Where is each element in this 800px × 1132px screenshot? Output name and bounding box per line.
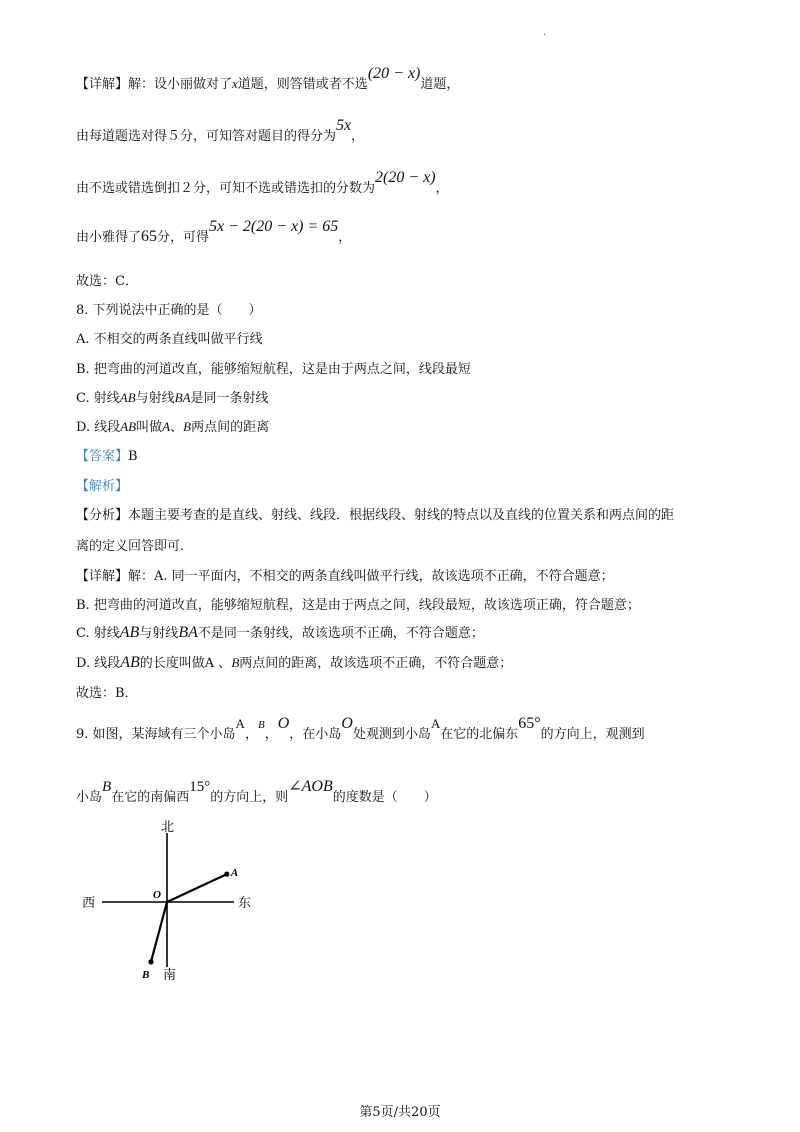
fenxi-tag: 【分析】 (76, 508, 129, 523)
header-mark: · (543, 30, 547, 41)
analysis-tag: 【解析】 (76, 479, 129, 494)
text: ， (351, 129, 365, 144)
south-label: 南 (163, 968, 177, 983)
math-var: BA (174, 390, 191, 405)
north-label: 北 (161, 820, 175, 835)
text: ， (435, 181, 449, 196)
text: 分，可得 (157, 230, 210, 245)
detail-line-d (76, 652, 512, 672)
text: 由每道题选对得５分，可知答对题目的得分为 (76, 129, 337, 144)
math-expr: 5x − 2(20 − x) = 65 (209, 218, 339, 235)
text: D. 线段 (76, 420, 121, 435)
math-var: O (341, 715, 353, 732)
math-number: 65° (518, 715, 541, 732)
math-var: B (102, 779, 112, 795)
choice-line-1: 故选：C． (76, 274, 138, 289)
math-var: B (183, 419, 192, 434)
text: 与射线 (139, 626, 179, 641)
page-footer: 第5页/共20页 (359, 1105, 441, 1120)
fenxi-line-2: 离的定义回答即可． (76, 539, 194, 554)
text: 在它的南偏西 (111, 790, 190, 805)
solution-line-1 (76, 65, 460, 93)
math-expr: 5x (336, 117, 352, 134)
text: 是同一条射线 (190, 391, 269, 406)
q8-option-b: B. 把弯曲的河道改直，能够缩短航程，这是由于两点之间，线段最短 (76, 362, 471, 377)
detail-line-b: B. 把弯曲的河道改直，能够缩短航程，这是由于两点之间，线段最短，故该选项正确，符合题意； (76, 598, 640, 613)
ray-ob (151, 902, 167, 962)
text: C. 射线 (76, 391, 120, 406)
text: 与射线 (135, 391, 175, 406)
question-9-line-2 (76, 778, 437, 806)
solution-line-3 (76, 169, 449, 197)
math-expr: 2(20 − x) (375, 169, 436, 186)
text: ， (244, 727, 258, 742)
q8-option-a: A. 不相交的两条直线叫做平行线 (76, 332, 263, 347)
question-9-line-1 (76, 715, 645, 743)
math-number: 65 (141, 228, 158, 245)
q8-option-d (76, 416, 269, 435)
math-var: AB (119, 624, 140, 641)
detail-line-a: 【详解】解：A. 同一平面内，不相交的两条直线叫做平行线，故该选项不正确，不符合题意； (76, 569, 614, 584)
math-var: B (257, 719, 265, 731)
math-var: A (235, 716, 245, 731)
solution-line-4 (76, 218, 352, 246)
text: 在它的北偏东 (440, 727, 519, 742)
math-var: BA (178, 624, 198, 641)
answer-line (76, 445, 138, 464)
text: 的方向上，观测到 (540, 727, 645, 742)
text: 叫做 (136, 420, 163, 435)
text: C. 射线 (76, 626, 120, 641)
point-b-label: B (141, 968, 150, 981)
text: 【详解】解：设小丽做对了 (76, 77, 233, 92)
text: 由不选或错选倒扣２分，可知不选或错选扣的分数为 (76, 181, 376, 196)
math-var: B (231, 655, 240, 670)
text: 道题， (420, 77, 460, 92)
math-number: 15° (189, 779, 211, 795)
math-var: x (232, 76, 238, 91)
math-var: AB (120, 419, 137, 434)
text: 的长度叫做A 、 (139, 656, 232, 671)
math-expr: (20 − x) (367, 65, 421, 82)
text: 本题主要考查的是直线、射线、线段．根据线段、射线的特点以及直线的位置关系和两点间的距 (128, 508, 675, 523)
math-var: O (277, 715, 290, 732)
ray-oa (167, 874, 227, 902)
text: 的方向上，则 (210, 790, 289, 805)
west-label: 西 (82, 896, 96, 911)
text: 小岛 (76, 790, 103, 805)
compass-figure (76, 815, 276, 995)
text: D. 线段 (76, 656, 121, 671)
choice-line-2: 故选：B． (76, 686, 138, 701)
solution-line-2 (76, 117, 365, 145)
math-var: AB (120, 654, 140, 671)
math-var: A (430, 716, 441, 731)
answer-tag: 【答案】 (76, 449, 129, 464)
text: 由小雅得了 (76, 230, 142, 245)
text: ， (338, 230, 352, 245)
text: 道题，则答错或者不选 (237, 77, 368, 92)
question-8: 8. 下列说法中正确的是（ ） (76, 303, 262, 318)
math-expr: ∠AOB (288, 778, 333, 795)
east-label: 东 (238, 896, 252, 911)
text: 处观测到小岛 (352, 727, 431, 742)
text: 9. 如图，某海域有三个小岛 (76, 727, 236, 742)
text: ， (264, 727, 278, 742)
text: 两点间的距离 (191, 420, 270, 435)
answer-value: B (128, 449, 138, 464)
text: 不是同一条射线，故该选项不正确，不符合题意； (197, 626, 484, 641)
text: 两点间的距离，故该选项不正确，不符合题意； (239, 656, 513, 671)
math-var: A (162, 419, 171, 434)
point-a-dot (224, 872, 229, 877)
fenxi-line-1 (76, 504, 674, 523)
point-b-dot (148, 959, 153, 964)
origin-label: O (153, 889, 161, 901)
detail-line-c (76, 622, 484, 642)
math-var: AB (119, 390, 136, 405)
q8-option-c (76, 387, 269, 406)
point-a-label: A (230, 867, 239, 880)
text: 、 (170, 420, 184, 435)
text: 的度数是（ ） (332, 790, 437, 805)
text: ，在小岛 (289, 727, 342, 742)
